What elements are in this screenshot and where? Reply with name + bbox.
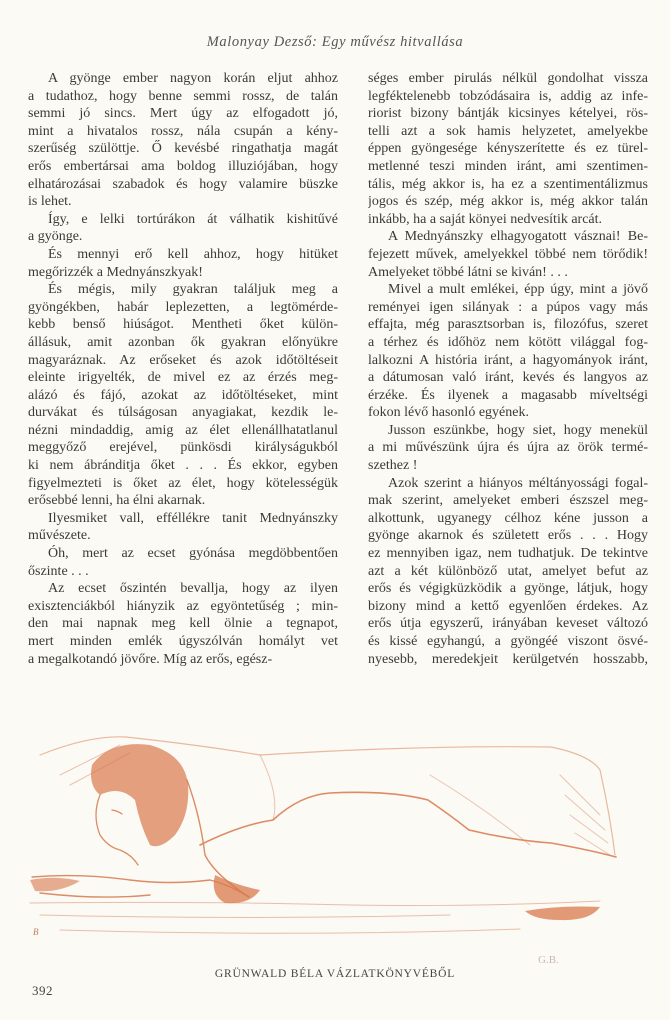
text-line: séges ember pirulás nélkül gondolhat vissza xyxy=(368,71,648,86)
text-line: lalkozni A história iránt, a hagyományok iránt, xyxy=(368,352,648,368)
text-line: mak szerint, amelyeket emberi észszel meg- xyxy=(368,493,648,509)
text-line: effajta, még parasztsorban is, filozófus, szeret xyxy=(368,317,648,333)
text-line: Mivel a mult emlékei, épp úgy, mint a jövő xyxy=(388,282,648,298)
text-line: A Mednyánszky elhagyogatott vásznai! Be- xyxy=(388,229,648,245)
text-line: a megalkotandó jövőre. Míg az erős, egész- xyxy=(28,651,273,667)
text-line: a térhez és időhöz nem kötött világgal fog- xyxy=(368,334,648,350)
text-line: állásuk, amit azonban ők gyakran előnyükre xyxy=(28,334,338,350)
paragraph xyxy=(368,281,648,422)
text-line: szerűség szülöttje. Ő kevésbé ringathatja magát xyxy=(28,141,338,157)
text-line: magyaráznak. Az erőseket és azok időtöltéseit xyxy=(28,352,338,368)
ground-line xyxy=(30,901,600,933)
text-line: is lehet. xyxy=(28,194,72,210)
paragraph xyxy=(28,545,338,580)
text-line: érzéke. És ilyenek a magasabb míveltségi xyxy=(368,387,648,403)
text-line: a mi művészünk újra és újra az örök termé- xyxy=(368,440,648,456)
text-line: reményei igen silányak : a púpos vagy más xyxy=(368,299,648,315)
text-line: figyelmezteti is őket az élet, hogy kötelességük xyxy=(28,475,338,491)
text-line: éppen gyöngesége kényszerítette és ez türel- xyxy=(368,141,648,157)
text-line: metlenné teszi minden iránt, ami szentimen- xyxy=(368,158,648,174)
text-line: és kissé egyhangú, a gyöngéé viszont ösvé- xyxy=(368,634,648,649)
text-line: den mai napnak meg kell ölnie a tegnapot, xyxy=(28,616,338,632)
text-column-left xyxy=(28,70,338,668)
shadow-under-arm xyxy=(214,875,260,903)
text-line: Ilyesmiket vall, efféllékre tanit Mednyánszky xyxy=(48,510,338,526)
text-line: alázó és fájó, azokat az időtöltéseket, mint xyxy=(28,387,338,403)
text-line: telli azt a sok hamis helyzetet, amelyekbe xyxy=(368,123,648,139)
text-line: Jusson eszünkbe, hogy siet, hogy menekül xyxy=(388,422,648,438)
text-line: fejezett művek, amelyekkel többé nem törődik! xyxy=(368,246,648,262)
text-line: mint a hivatalos rossz, nála csupán a kény- xyxy=(28,123,338,139)
text-line: erős útja egyszerű, irányában keveset változó xyxy=(368,616,648,632)
text-line: elhatározásai szabadok és hogy valamire büszke xyxy=(28,176,338,192)
text-line: erős embertársai ama boldog illuziójában, hogy xyxy=(28,158,338,174)
text-column-right xyxy=(368,70,648,668)
text-line: bizony mind a kettő egyenlően érdekes. Az xyxy=(368,598,648,614)
text-line: riorist bizony bántják kicsinyes kételyei, rös- xyxy=(368,106,648,122)
text-line: A gyönge ember nagyon korán eljut ahhoz xyxy=(48,71,338,86)
body-back-line xyxy=(200,792,616,857)
text-line: És mégis, mily gyakran találjuk meg a xyxy=(48,282,338,298)
text-line: durvákat és túlságosan anyagiakat, kezdik le- xyxy=(28,405,338,421)
paragraph xyxy=(28,246,338,281)
paragraph xyxy=(28,281,338,510)
text-line: semmi jó sincs. Mert úgy az elfogadott jó, xyxy=(28,106,338,122)
text-line: a dátumosan való iránt, kevés és langyos az xyxy=(368,370,648,386)
text-line: eleinte irigyelték, de mivel ez az érzés meg- xyxy=(28,370,338,386)
page-number: 392 xyxy=(32,983,53,998)
text-line: legféktelenebb tobzódásaira is, addig az infe- xyxy=(368,88,648,104)
text-line: alkottunk, ugyanegy célhoz kéne jusson a xyxy=(368,510,648,526)
text-line: nyesebb, meredekjeit kerülgetvén hosszabb, xyxy=(368,651,648,667)
corner-mark: B xyxy=(33,927,39,937)
text-line: ez mennyiben igaz, nem tudhatjuk. De tekintve xyxy=(368,546,648,562)
paragraph xyxy=(28,580,338,668)
text-line: tális, még akkor is, ha ez a szentimentálizmus xyxy=(368,176,648,192)
paragraph xyxy=(368,422,648,475)
text-line: Amelyeket többé látni se kiván! . . . xyxy=(368,264,568,280)
text-line: inkább, ha a saját könyei nedvesítik arcát. xyxy=(368,211,603,227)
paragraph xyxy=(368,475,648,669)
text-line: Azok szerint a hiányos méltányossági fogal- xyxy=(388,475,648,491)
text-line: a gyönge. xyxy=(28,229,83,245)
text-line: a tudathoz, hogy benne semmi rossz, de talán xyxy=(28,88,338,104)
text-line: jogos és szép, még akkor is, még akkor talán xyxy=(368,194,648,210)
paragraph xyxy=(368,228,648,281)
text-line: Az ecset őszintén bevallja, hogy az ilyen xyxy=(48,581,338,597)
text-line: ki nem ábránditja őket . . . És ekkor, egyben xyxy=(28,458,338,474)
paragraph xyxy=(28,70,338,211)
paragraph xyxy=(28,211,338,246)
running-head: Malonyay Dezső: Egy művész hitvallása xyxy=(206,34,464,50)
text-line: Így, e lelki tortúrákon át válhatik kishitűvé xyxy=(48,211,338,227)
paragraph xyxy=(368,70,648,228)
text-line: nézni mindaddig, amig az élet ellenállhatatlanul xyxy=(28,422,338,438)
text-line: szethez ! xyxy=(368,458,418,474)
illustration-caption: GRÜNWALD BÉLA VÁZLATKÖNYVÉBŐL xyxy=(214,968,456,980)
text-line: Óh, mert az ecset gyónása megdöbbentően xyxy=(48,546,338,562)
text-line: fokon lévő hasonló egyének. xyxy=(368,405,529,421)
artist-signature: G.B. xyxy=(538,954,559,965)
text-line: gyöngékben, habár leplezetten, a legtömérde- xyxy=(28,299,338,315)
text-line: megőrizzék a Mednyánszkyak! xyxy=(28,264,203,280)
shadow-feet xyxy=(525,907,600,921)
shadow-hand xyxy=(30,878,80,892)
text-line: exisztenciákból hiányzik az egyöntetűség ; min- xyxy=(28,598,338,614)
text-line: erős és végigküzködik a gyönge, látjuk, hogy xyxy=(368,581,648,597)
text-line: meggyőző erejével, pünkösdi királyságukból xyxy=(28,440,338,456)
paragraph xyxy=(28,510,338,545)
face-outline xyxy=(96,795,138,865)
text-line: kebb benső hiúságot. Mentheti őket külön- xyxy=(28,317,338,333)
text-line: művészete. xyxy=(28,528,91,544)
text-line: mert minden emlék úgyszólván homályt vet xyxy=(28,634,338,649)
sketch-illustration xyxy=(0,715,670,965)
hair-mass xyxy=(91,744,188,846)
text-line: gyönge akarnok és született erős . . . Hogy xyxy=(368,528,648,544)
text-line: erősebbé lenni, ha élni akarnak. xyxy=(28,493,206,509)
text-line: És mennyi erő kell ahhoz, hogy hitüket xyxy=(48,246,338,262)
text-line: őszinte . . . xyxy=(28,563,89,579)
text-line: azt a két különböző utat, amelyet befut az xyxy=(368,563,648,579)
